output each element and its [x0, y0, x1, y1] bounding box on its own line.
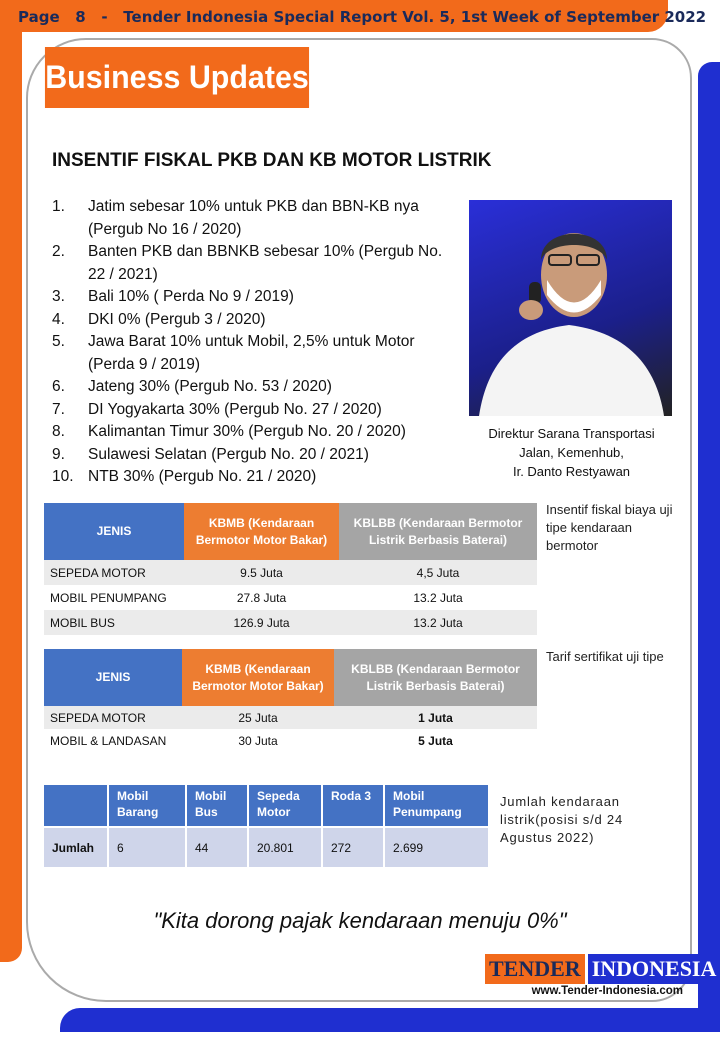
cell: 272	[322, 827, 384, 867]
uji-tipe-cost-table	[44, 503, 537, 635]
item-number: 5.	[52, 333, 65, 350]
item-number: 6.	[52, 378, 65, 395]
caption-line: Direktur Sarana Transportasi	[488, 426, 655, 441]
caption-line: Jalan, Kemenhub,	[519, 445, 624, 460]
item-text: DI Yogyakarta 30% (Pergub No. 27 / 2020)	[88, 400, 382, 418]
cell: 13.2 Juta	[339, 610, 537, 635]
cell: 13.2 Juta	[413, 590, 463, 605]
cell: MOBIL BUS	[44, 610, 184, 635]
speaker-photo	[469, 200, 672, 416]
cell: 126.9 Juta	[184, 610, 339, 635]
page-header	[0, 0, 707, 32]
col-header: Mobil Barang	[108, 785, 186, 827]
item-number: 4.	[52, 310, 65, 328]
item-text: Kalimantan Timur 30% (Pergub No. 20 / 2020)	[88, 423, 406, 440]
table3-note: Jumlah kendaraan listrik(posisi s/d 24 Agustus 2022)	[500, 794, 623, 845]
list-item	[52, 444, 462, 467]
item-text: Sulawesi Selatan (Pergub No. 20 / 2021)	[88, 445, 369, 463]
table2-note: Tarif sertifikat uji tipe	[546, 649, 664, 664]
cell: 44	[186, 827, 248, 867]
website-url[interactable]: www.Tender-Indonesia.com	[531, 985, 683, 997]
list-item	[52, 309, 462, 332]
col-header: KBMB (Kendaraan Bermotor Motor Bakar)	[184, 503, 339, 560]
list-item	[52, 286, 462, 309]
item-text: Jatim sebesar 10% untuk PKB dan BBN-KB nya (Pergub No 16 / 2020)	[88, 198, 419, 238]
col-header: Mobil Penumpang	[384, 785, 489, 827]
item-number: 7.	[52, 400, 65, 418]
cell: Jumlah	[44, 827, 108, 867]
item-number: 10.	[52, 468, 74, 485]
list-item	[52, 376, 462, 399]
cell: SEPEDA MOTOR	[44, 706, 182, 729]
ev-count-table	[44, 785, 490, 867]
cell: 25 Juta	[182, 706, 334, 729]
cell: 1 Juta	[334, 706, 537, 729]
table-row	[44, 729, 537, 752]
item-text: Jateng 30% (Pergub No. 53 / 2020)	[88, 378, 332, 395]
cell: 5 Juta	[418, 733, 453, 748]
list-item	[52, 196, 462, 241]
table-row	[44, 827, 489, 867]
caption-line: Ir. Danto Restyawan	[512, 464, 631, 479]
item-number: 8.	[52, 423, 65, 440]
col-header: JENIS	[44, 649, 182, 706]
cell: 2.699	[384, 827, 489, 867]
item-text: DKI 0% (Pergub 3 / 2020)	[88, 310, 266, 328]
list-item	[52, 466, 462, 489]
left-decor-strip	[0, 0, 22, 962]
cell: 20.801	[248, 827, 322, 867]
col-header: JENIS	[44, 503, 184, 560]
col-header: KBLBB (Kendaraan Bermotor Listrik Berbasis Baterai)	[339, 503, 537, 560]
item-number: 2.	[52, 243, 65, 260]
table-row	[44, 610, 537, 635]
right-decor-strip	[698, 62, 720, 1032]
list-item	[52, 421, 462, 444]
pull-quote: "Kita dorong pajak kendaraan menuju 0%"	[153, 908, 567, 933]
table1-note: Insentif fiskal biaya uji tipe kendaraan bermotor	[546, 502, 673, 553]
table-row	[44, 560, 537, 585]
cell: 30 Juta	[238, 733, 278, 748]
incentive-list	[52, 196, 462, 489]
item-text: Jawa Barat 10% untuk Mobil, 2,5% untuk Motor (Perda 9 / 2019)	[88, 333, 415, 373]
item-text: NTB 30% (Pergub No. 21 / 2020)	[88, 468, 317, 485]
col-header: KBLBB (Kendaraan Bermotor Listrik Berbasis Baterai)	[334, 649, 537, 706]
cell: 9.5 Juta	[184, 560, 339, 585]
item-text: Bali 10% ( Perda No 9 / 2019)	[88, 288, 294, 305]
section-title: Business Updates	[45, 47, 309, 108]
tender-indonesia-logo	[485, 954, 717, 997]
col-header: KBMB (Kendaraan Bermotor Motor Bakar)	[182, 649, 334, 706]
page-header-text: Page 8 - Tender Indonesia Special Report Vol. 5, 1st Week of September 2022	[18, 8, 707, 26]
item-number: 1.	[52, 198, 65, 215]
cell: 27.8 Juta	[236, 590, 287, 605]
list-item	[52, 399, 462, 422]
article-title: INSENTIF FISKAL PKB DAN KB MOTOR LISTRIK	[52, 150, 492, 171]
cell: 6	[108, 827, 186, 867]
col-header: Sepeda Motor	[248, 785, 322, 827]
table-row	[44, 706, 537, 729]
col-header: Mobil Bus	[186, 785, 248, 827]
bottom-decor-bar	[60, 1008, 720, 1032]
list-item	[52, 331, 462, 376]
item-number: 3.	[52, 288, 65, 305]
logo-text-indonesia: INDONESIA	[588, 954, 720, 984]
col-header: Roda 3	[322, 785, 384, 827]
cell: MOBIL PENUMPANG	[50, 590, 167, 605]
logo-text-tender: TENDER	[485, 954, 585, 984]
cell: MOBIL & LANDASAN	[50, 733, 167, 748]
item-number: 9.	[52, 445, 65, 463]
item-text: Banten PKB dan BBNKB sebesar 10% (Pergub No. 22 / 2021)	[88, 243, 443, 283]
table-row	[44, 585, 537, 610]
cell: 4,5 Juta	[339, 560, 537, 585]
photo-caption	[469, 424, 674, 481]
cell: SEPEDA MOTOR	[44, 560, 184, 585]
list-item	[52, 241, 462, 286]
certificate-fee-table	[44, 649, 537, 752]
col-header	[44, 785, 108, 827]
